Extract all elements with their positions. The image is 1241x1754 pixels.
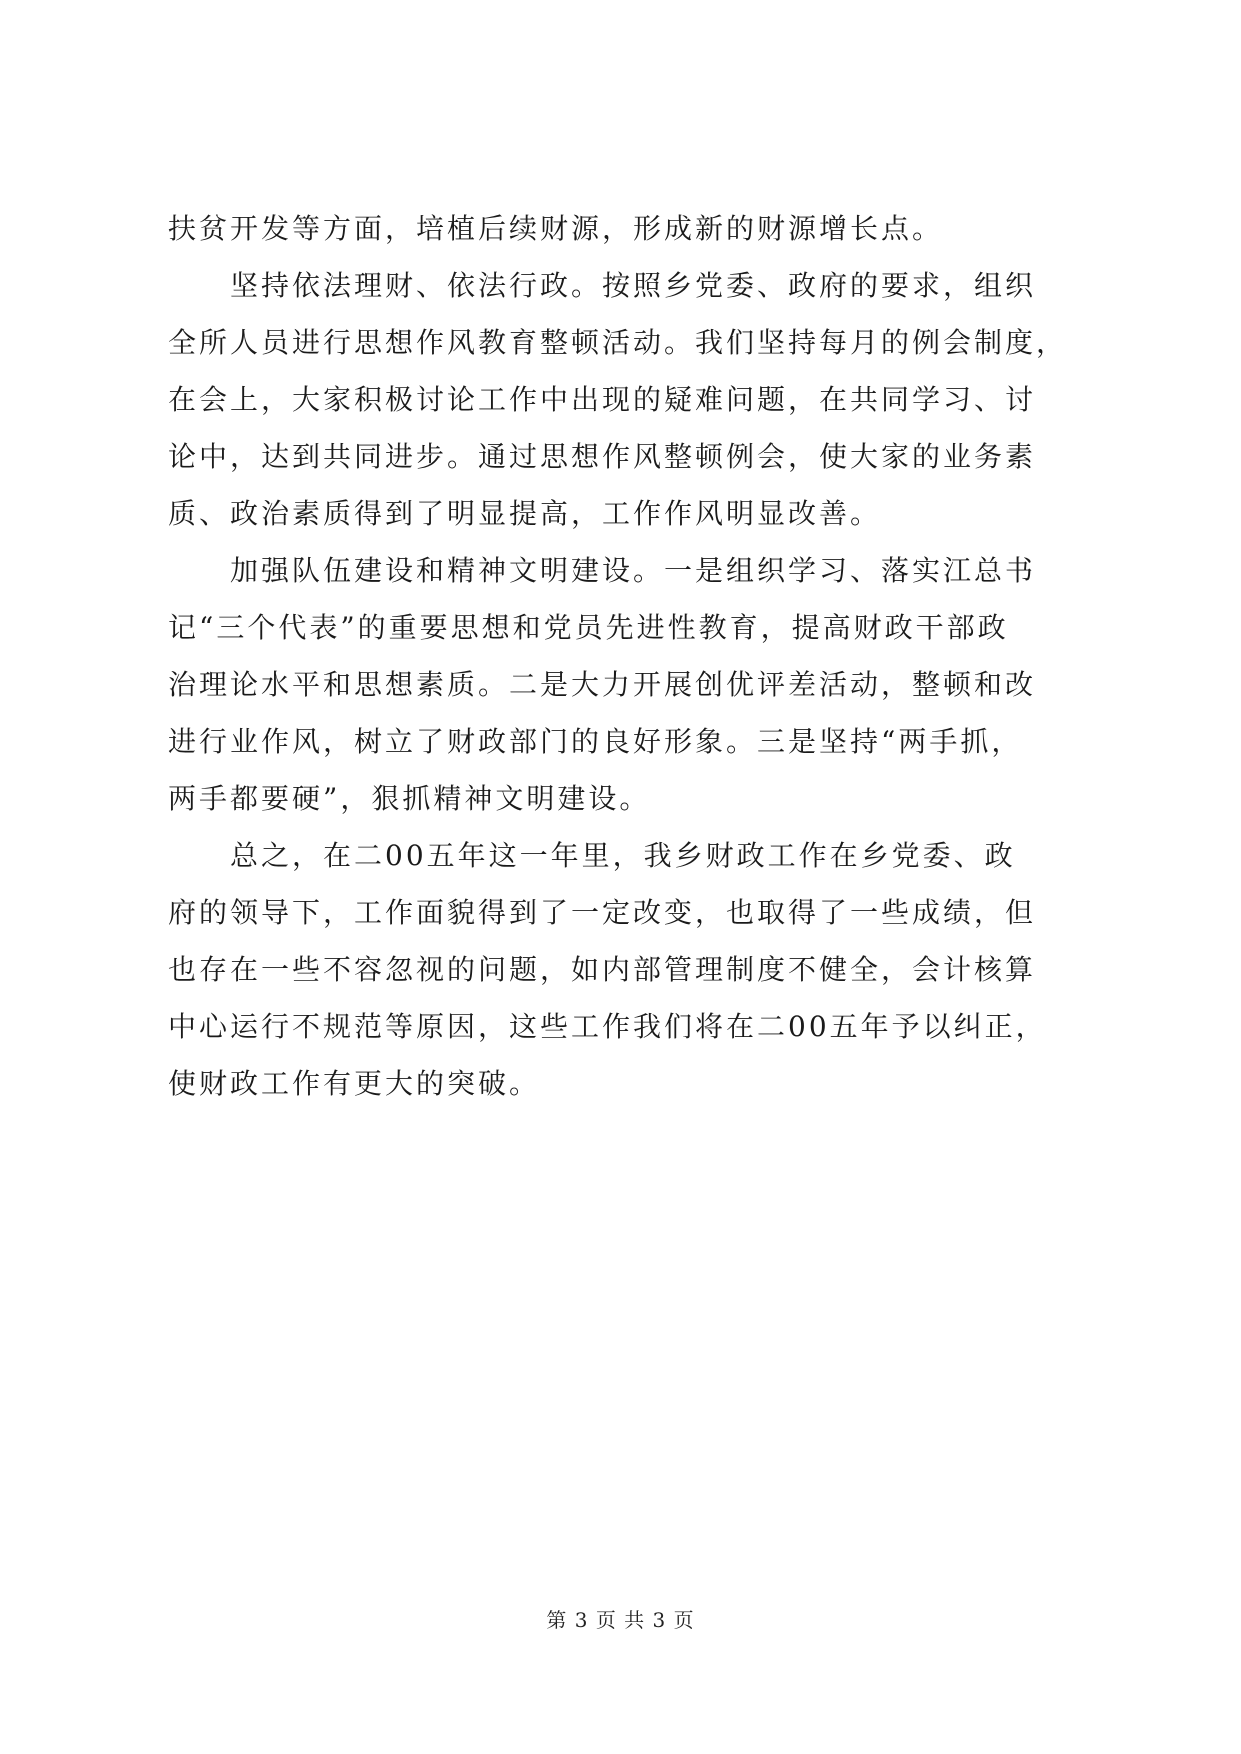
page-number-footer: 第 3 页 共 3 页 <box>546 1608 695 1632</box>
paragraph-line: 加强队伍建设和精神文明建设。一是组织学习、落实江总书 <box>230 554 1037 587</box>
paragraph-line: 也存在一些不容忽视的问题，如内部管理制度不健全，会计核算 <box>168 953 1037 986</box>
paragraph-line: 扶贫开发等方面，培植后续财源，形成新的财源增长点。 <box>168 212 944 245</box>
paragraph-line: 中心运行不规范等原因，这些工作我们将在二00五年予以纠正， <box>168 1010 1047 1043</box>
paragraph-line: 论中，达到共同进步。通过思想作风整顿例会，使大家的业务素 <box>168 440 1037 473</box>
paragraph-line: 坚持依法理财、依法行政。按照乡党委、政府的要求，组织 <box>230 269 1037 302</box>
paragraph-line: 进行业作风，树立了财政部门的良好形象。三是坚持“两手抓， <box>168 725 1023 758</box>
paragraph-line: 治理论水平和思想素质。二是大力开展创优评差活动，整顿和改 <box>168 668 1037 701</box>
paragraph-line: 质、政治素质得到了明显提高，工作作风明显改善。 <box>168 497 882 530</box>
paragraph-line: 总之，在二00五年这一年里，我乡财政工作在乡党委、政 <box>230 839 1016 872</box>
paragraph-line: 两手都要硬”，狠抓精神文明建设。 <box>168 782 651 815</box>
paragraph-line: 使财政工作有更大的突破。 <box>168 1067 541 1100</box>
paragraph-line: 在会上，大家积极讨论工作中出现的疑难问题，在共同学习、讨 <box>168 383 1037 416</box>
paragraph-line: 记“三个代表”的重要思想和党员先进性教育，提高财政干部政 <box>168 611 1009 644</box>
body-text <box>168 200 1128 1112</box>
paragraph-line: 府的领导下，工作面貌得到了一定改变，也取得了一些成绩，但 <box>168 896 1037 929</box>
paragraph-line: 全所人员进行思想作风教育整顿活动。我们坚持每月的例会制度， <box>168 326 1068 359</box>
